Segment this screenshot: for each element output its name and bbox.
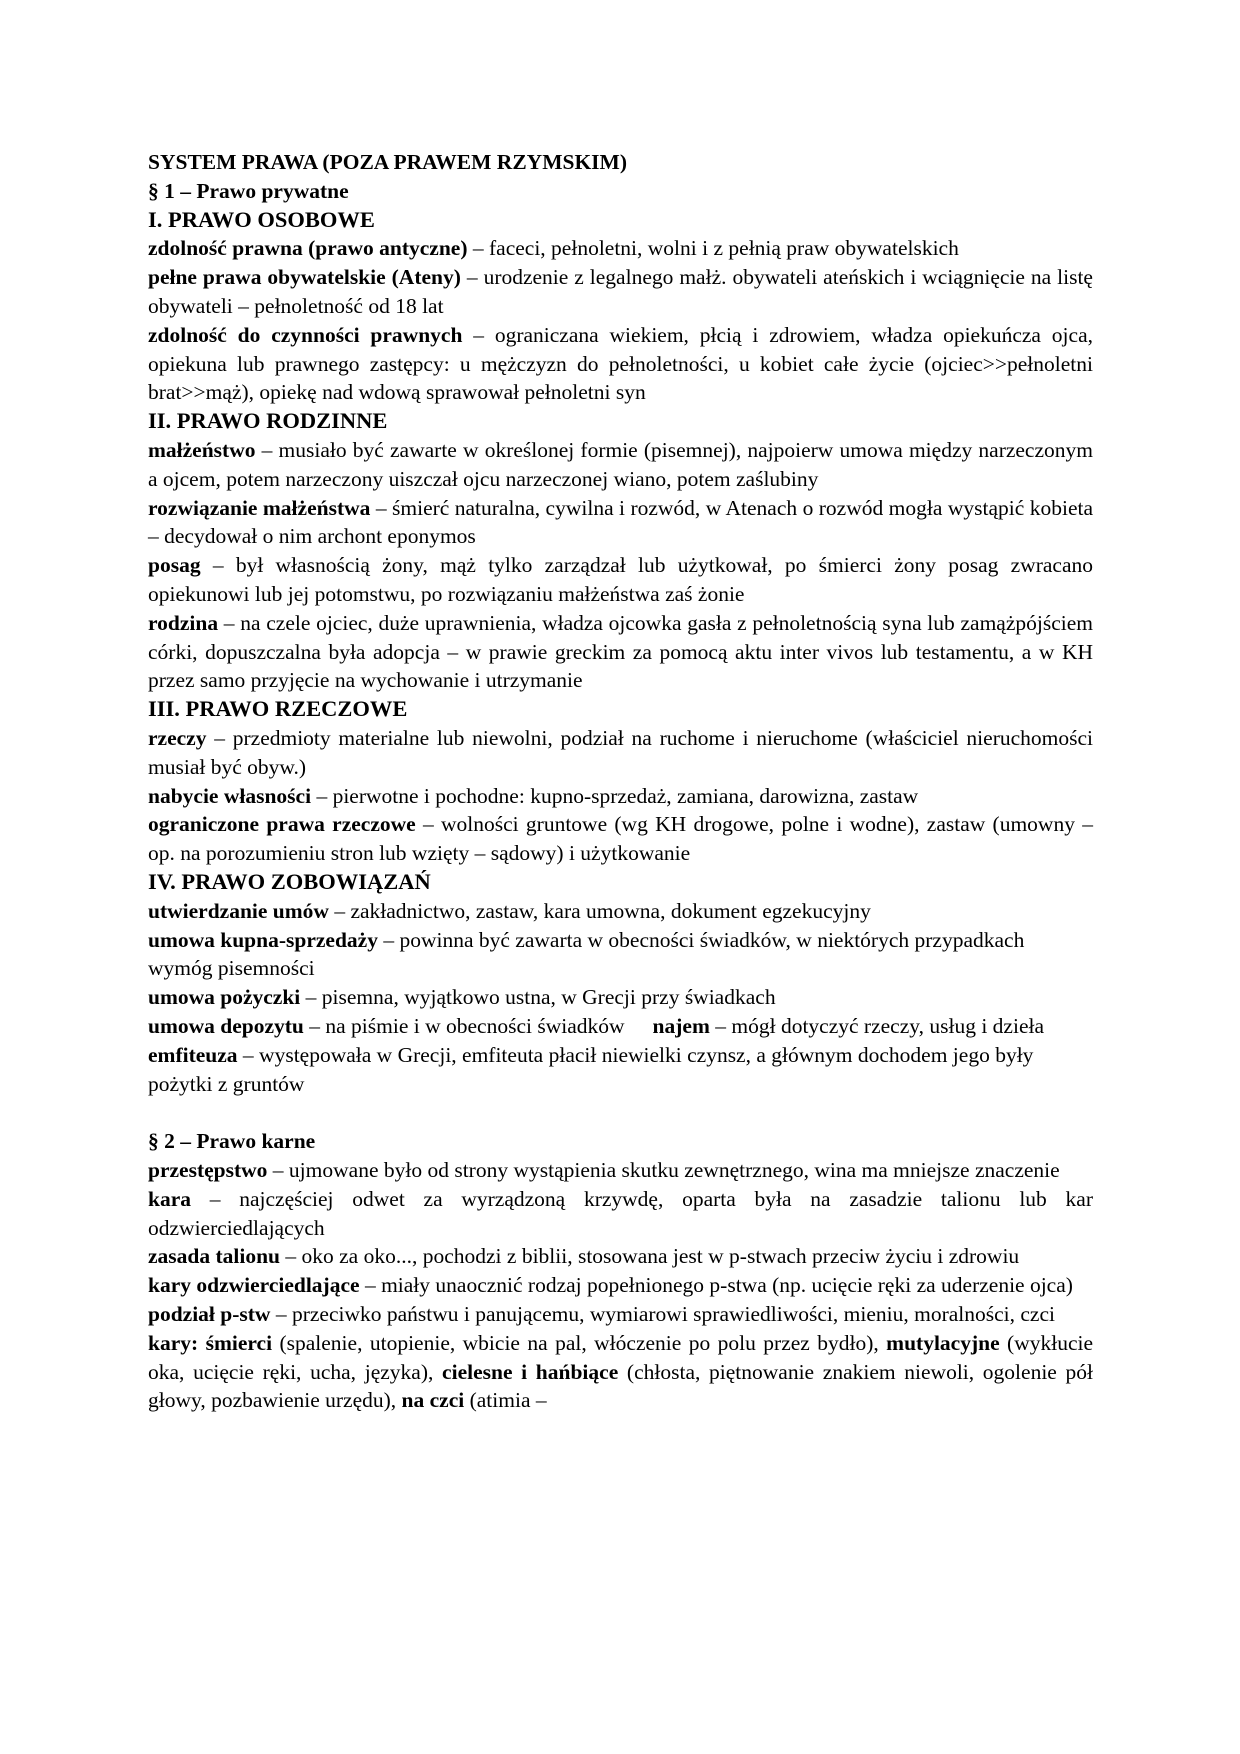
section-1-heading: § 1 – Prawo prywatne bbox=[148, 178, 349, 203]
entry-text: – musiało być zawarte w określonej formie (pisemnej), najpoierw umowa między narzeczonym a ojcem, potem narzeczony uiszczał ojcu narzeczonej wiano, potem zaślubiny bbox=[148, 437, 1093, 491]
entry-text: – pierwotne i pochodne: kupno-sprzedaż, zamiana, darowizna, zastaw bbox=[311, 783, 919, 808]
entry-term: zdolność do czynności prawnych bbox=[148, 322, 463, 347]
entry-term: nabycie własności bbox=[148, 783, 312, 808]
entry-text: – na czele ojciec, duże uprawnienia, władza ojcowka gasła z pełnoletnością syna lub zamążpójściem córki, dopuszczalna była adopcja – w prawie greckim za pomocą aktu inter vivos lub testamentu, a w KH przez samo przyjęcie na wychowanie i utrzymanie bbox=[148, 610, 1093, 693]
entry-text: – urodzenie z legalnego małż. obywateli ateńskich i wciągnięcie na listę obywateli – pełnoletność od 18 lat bbox=[148, 265, 1093, 318]
entry-text: – powinna być zawarta w obecności świadków, w niektórych przypadkach wymóg pisemności bbox=[148, 927, 1025, 981]
entry bbox=[148, 926, 1093, 984]
entry-text: – był własnością żony, mąż tylko zarządzał lub użytkował, po śmierci żony posag zwracano opiekunowi lub jej potomstwu, po rozwiązaniu małżeństwa zaś żonie bbox=[148, 553, 1093, 606]
entry-term: cielesne i hańbiące bbox=[442, 1359, 619, 1384]
entry-term: kary odzwierciedlające bbox=[148, 1273, 360, 1298]
entry bbox=[148, 1300, 1093, 1329]
entry-text: – występowała w Grecji, emfiteuta płacił niewielki czynsz, a głównym dochodem jego były pożytki z gruntów bbox=[148, 1042, 1034, 1096]
part-2-heading: II. PRAWO RODZINNE bbox=[148, 408, 388, 434]
part-4-heading: IV. PRAWO ZOBOWIĄZAŃ bbox=[148, 868, 431, 894]
entry bbox=[148, 782, 1093, 811]
entry-term: zasada talionu bbox=[148, 1244, 281, 1269]
entry bbox=[148, 983, 1093, 1012]
entry-text: – mógł dotyczyć rzeczy, usług i dzieła bbox=[709, 1013, 1044, 1038]
entry-term: utwierdzanie umów bbox=[148, 898, 329, 923]
entry bbox=[148, 436, 1093, 494]
entry-term: rozwiązanie małżeństwa bbox=[148, 495, 371, 520]
part-1-heading: I. PRAWO OSOBOWE bbox=[148, 206, 375, 232]
entry bbox=[148, 724, 1093, 782]
entry bbox=[148, 1156, 1093, 1185]
entry-term: rzeczy bbox=[148, 725, 207, 750]
part-3-heading: III. PRAWO RZECZOWE bbox=[148, 696, 408, 722]
entry-term: rodzina bbox=[148, 610, 219, 635]
entry-term: kary: śmierci bbox=[148, 1330, 273, 1355]
entry bbox=[148, 1012, 1093, 1041]
entry bbox=[148, 494, 1093, 552]
entry-term: najem bbox=[652, 1013, 710, 1038]
entry-term: pełne prawa obywatelskie (Ateny) bbox=[148, 265, 461, 290]
entry-text: – ograniczana wiekiem, płcią i zdrowiem, władza opiekuńcza ojca, opiekuna lub prawnego zastępcy: u mężczyzn do pełnoletności, u kobiet całe życie (ojciec>>pełnoletni brat>>mąż), opiekę nad wdową sprawował pełnoletni syn bbox=[148, 322, 1093, 405]
entry bbox=[148, 263, 1093, 321]
entry-term: zdolność prawna (prawo antyczne) bbox=[148, 236, 468, 261]
entry-term: emfiteuza bbox=[148, 1042, 238, 1067]
entry bbox=[148, 321, 1093, 407]
entry-term: ograniczone prawa rzeczowe bbox=[148, 812, 416, 837]
entry-term: posag bbox=[148, 553, 201, 578]
entry-text: – przedmioty materialne lub niewolni, podział na ruchome i nieruchome (właściciel nieruchomości musiał być obyw.) bbox=[148, 725, 1093, 779]
entry-term: na czci bbox=[401, 1388, 465, 1413]
entry-text: (spalenie, utopienie, wbicie na pal, włóczenie po polu przez bydło), bbox=[272, 1330, 887, 1355]
entry bbox=[148, 609, 1093, 695]
entry-text: – zakładnictwo, zastaw, kara umowna, dokument egzekucyjny bbox=[328, 898, 871, 923]
entry-text: – najczęściej odwet za wyrządzoną krzywdę, oparta była na zasadzie talionu lub kar odzwierciedlających bbox=[148, 1186, 1093, 1240]
entry-term: kara bbox=[148, 1186, 191, 1211]
entry bbox=[148, 1329, 1093, 1415]
entry bbox=[148, 551, 1093, 609]
entry-text: – przeciwko państwu i panującemu, wymiarowi sprawiedliwości, mieniu, moralności, czci bbox=[270, 1302, 1055, 1327]
entry-term: podział p-stw bbox=[148, 1302, 271, 1327]
document-page bbox=[148, 148, 1093, 1415]
entry bbox=[148, 810, 1093, 868]
entry-term: umowa kupna-sprzedaży bbox=[148, 927, 378, 952]
entry bbox=[148, 1185, 1093, 1243]
entry bbox=[148, 1271, 1093, 1300]
entry bbox=[148, 1041, 1093, 1099]
entry-text: (wykłucie oka, ucięcie ręki, ucha, języka), bbox=[148, 1330, 1094, 1384]
entry-text: – wolności gruntowe (wg KH drogowe, polne i wodne), zastaw (umowny – op. na porozumieniu stron lub wzięty – sądowy) i użytkowanie bbox=[148, 812, 1093, 866]
entry-term: umowa pożyczki bbox=[148, 985, 301, 1010]
entry-text: – faceci, pełnoletni, wolni i z pełnią praw obywatelskich bbox=[467, 236, 959, 261]
entry-text: – pisemna, wyjątkowo ustna, w Grecji przy świadkach bbox=[300, 985, 776, 1010]
entry-text: – oko za oko..., pochodzi z biblii, stosowana jest w p-stwach przeciw życiu i zdrowiu bbox=[280, 1244, 1020, 1269]
entry-text: – na piśmie i w obecności świadków bbox=[303, 1013, 625, 1038]
entry-text: – ujmowane było od strony wystąpienia skutku zewnętrznego, wina ma mniejsze znaczenie bbox=[267, 1158, 1060, 1183]
blank-line bbox=[148, 1098, 1093, 1127]
entry bbox=[148, 897, 1093, 926]
section-2-heading: § 2 – Prawo karne bbox=[148, 1129, 316, 1154]
entry-term: przestępstwo bbox=[148, 1158, 268, 1183]
entry-term: mutylacyjne bbox=[886, 1330, 1000, 1355]
entry bbox=[148, 234, 1093, 263]
entry-term: umowa depozytu bbox=[148, 1013, 304, 1038]
entry-text: (chłosta, piętnowanie znakiem niewoli, ogolenie pół głowy, pozbawienie urzędu), bbox=[148, 1359, 1093, 1413]
entry bbox=[148, 1242, 1093, 1271]
document-title: SYSTEM PRAWA (POZA PRAWEM RZYMSKIM) bbox=[148, 150, 627, 174]
entry-term: małżeństwo bbox=[148, 437, 256, 462]
entry-text: – miały unaocznić rodzaj popełnionego p-stwa (np. ucięcie ręki za uderzenie ojca) bbox=[359, 1273, 1073, 1298]
entry-text: (atimia – bbox=[464, 1388, 547, 1413]
entry-text: – śmierć naturalna, cywilna i rozwód, w Atenach o rozwód mogła wystąpić kobieta – decydował o nim archont eponymos bbox=[148, 495, 1093, 549]
